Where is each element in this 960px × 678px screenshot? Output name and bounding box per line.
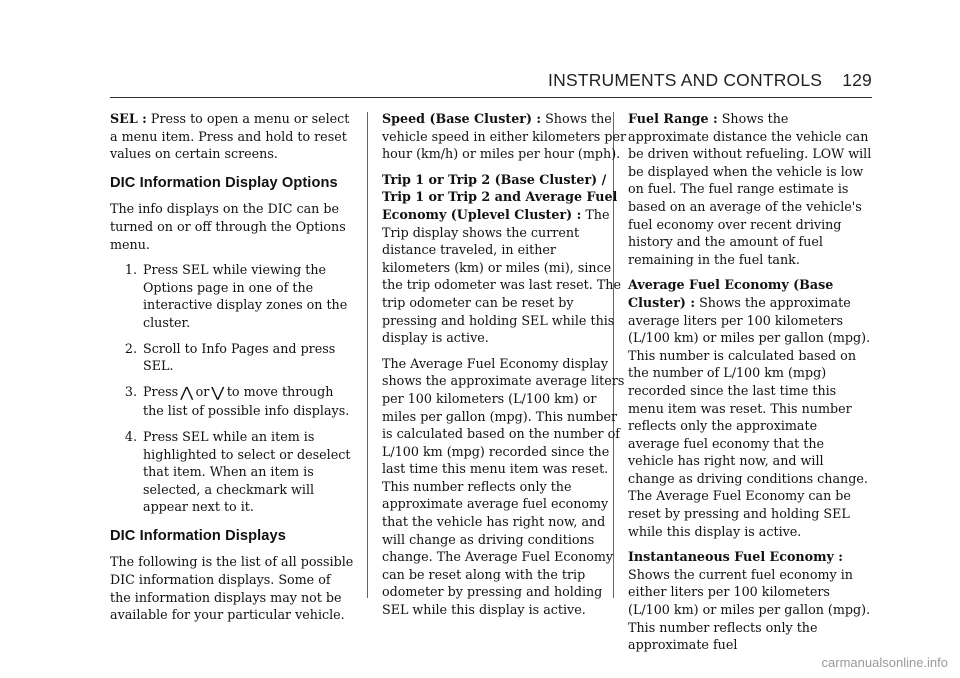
list-item (110, 383, 354, 420)
column-1 (110, 110, 354, 632)
column-divider (367, 112, 368, 598)
instant-fuel-economy-term: Instantaneous Fuel Economy : (628, 549, 843, 565)
step-text-part: Press (143, 383, 179, 399)
speed-entry (382, 110, 626, 163)
heading-display-options: DIC Information Display Options (110, 174, 338, 191)
list-item (110, 261, 354, 331)
step-text-part: or (195, 383, 210, 399)
list-item (110, 340, 354, 375)
instant-fuel-economy-entry (628, 548, 872, 654)
step-text: Press SEL while viewing the Options page in one of the interactive display zones on the cluster. (143, 262, 348, 330)
instant-fuel-economy-desc: Shows the current fuel economy in either liters per 100 kilometers (L/100 km) or miles per gallon (mpg). This number reflects only the approximate fuel (628, 566, 871, 653)
avg-fuel-economy-term: Average Fuel Economy (Base Cluster) : (628, 277, 834, 310)
step-text-part: to move through the list of possible info displays. (143, 383, 350, 419)
column-2 (382, 110, 626, 627)
section-title: INSTRUMENTS AND CONTROLS (548, 70, 823, 90)
trip-term: Trip 1 or Trip 2 (Base Cluster) / Trip 1 or Trip 2 and Average Fuel Economy (Uplevel Cluster) : (382, 171, 618, 222)
speed-term: Speed (Base Cluster) : (382, 111, 542, 126)
chevron-up-icon: ⋀ (180, 384, 194, 401)
step-text: Press SEL while an item is highlighted to select or deselect that item. When an item is selected, a checkmark will appear next to it. (143, 428, 351, 515)
page-number: 129 (842, 70, 872, 90)
page-header (548, 70, 872, 91)
sel-entry (110, 110, 354, 163)
watermark: carmanualsonline.info (821, 655, 948, 670)
fuel-range-term: Fuel Range : (628, 111, 718, 126)
chevron-down-icon: ⋁ (211, 384, 225, 401)
intro-paragraph: The info displays on the DIC can be turned on or off through the Options menu. (110, 201, 346, 252)
sel-term: SEL : (110, 111, 147, 126)
avg-fuel-economy-desc: Shows the approximate average liters per 100 kilometers (L/100 km) or miles per gallon (mpg). This number is calculated based on the number of L/100 km (mpg) recorded since the last time this menu item was reset. This number reflects only the approximate average fuel economy that the vehicle has right now, and will change as driving conditions change. The Average Fuel Economy can be reset by pressing and holding SEL while this display is active. (628, 294, 871, 539)
column-3 (628, 110, 872, 662)
speed-desc: Shows the vehicle speed in either kilometers per hour (km/h) or miles per hour (mph). (382, 111, 627, 162)
steps-list (110, 261, 354, 516)
fuel-range-desc: Shows the approximate distance the vehicle can be driven without refueling. LOW will be displayed when the vehicle is low on fuel. The fuel range estimate is based on an average of the vehicle's fuel economy over recent driving history and the amount of fuel remaining in the fuel tank. (628, 111, 872, 267)
step-number: 4. (124, 428, 137, 444)
trip-desc: The Trip display shows the current distance traveled, in either kilometers (km) or miles (mi), since the trip odometer was last reset. The trip odometer can be reset by pressing and holding SEL while this display is active. (382, 206, 621, 346)
step-text: Scroll to Info Pages and press SEL. (143, 340, 336, 374)
step-number: 2. (124, 340, 137, 356)
average-fuel-economy-paragraph: The Average Fuel Economy display shows the approximate average liters per 100 kilometers (L/100 km) or miles per gallon (mpg). This number is calculated based on the number of L/100 km (mpg) recorded since the last time this menu item was reset. This number reflects only the approximate average fuel economy that the vehicle has right now, and will change as driving conditions change. The Average Fuel Economy can be reset along with the trip odometer by pressing and holding SEL while this display is active. (382, 355, 625, 618)
header-rule (110, 97, 872, 98)
heading-information-displays: DIC Information Displays (110, 527, 286, 544)
trip-entry (382, 171, 626, 347)
step-number: 3. (124, 383, 137, 399)
step-number: 1. (124, 262, 137, 278)
outro-paragraph: The following is the list of all possible DIC information displays. Some of the information displays may not be available for your particular vehicle. (110, 554, 354, 623)
step-text (143, 383, 354, 420)
avg-fuel-economy-entry (628, 276, 872, 540)
sel-desc: Press to open a menu or select a menu item. Press and hold to reset values on certain screens. (110, 111, 350, 162)
fuel-range-entry (628, 110, 872, 268)
list-item (110, 428, 354, 516)
